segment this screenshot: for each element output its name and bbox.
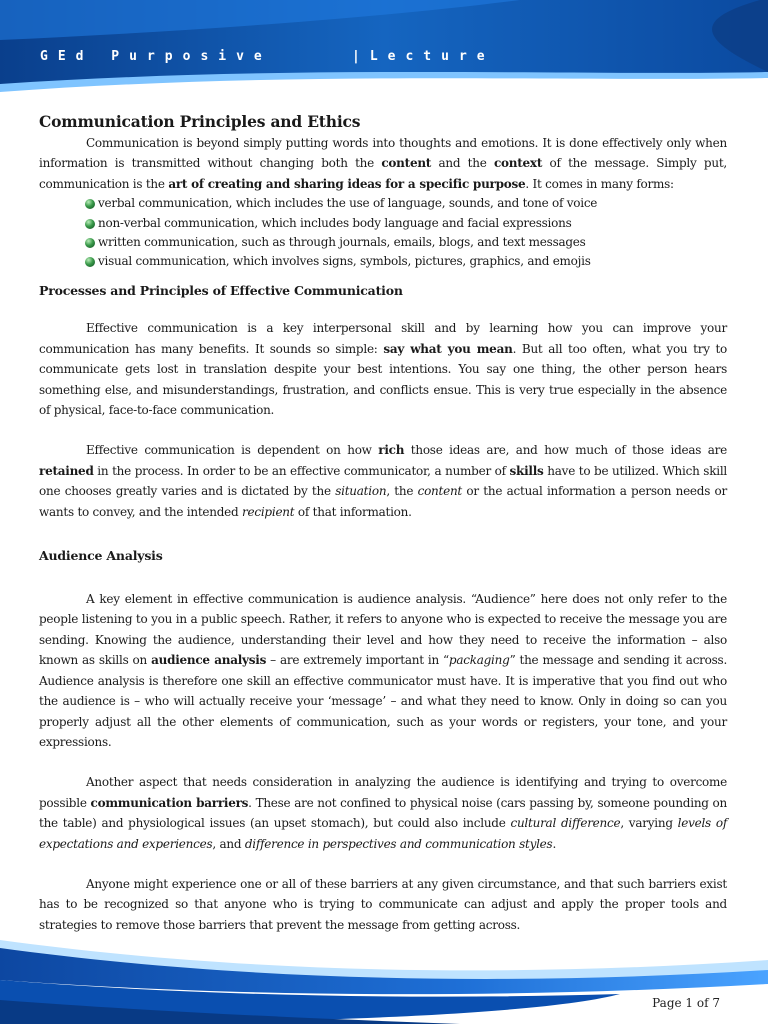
- processes-paragraph-1: Effective communication is a key interpersonal skill and by learning how you can improve your communication has many benefits. It sounds so simple: say what you mean. But all too often, what you try to communicate gets lost in translation despite your best intentions. You say one thing, the other person hears something else, and misunderstandings, frustration, and conflicts ensue. This is very true especially in the absence of physical, face-to-face communication.: [39, 321, 728, 418]
- green-sphere-bullet-icon: [85, 219, 95, 229]
- intro-paragraph: Communication is beyond simply putting words into thoughts and emotions. It is done effectively only when information is transmitted without changing both the content and the context of the message. Simply put, communication is the art of creating and sharing ideas for a specific purpose. It comes in many forms:: [39, 136, 727, 191]
- emphasis-context: context: [493, 156, 543, 171]
- green-sphere-bullet-icon: [85, 257, 95, 267]
- page-title: Communication Principles and Ethics: [39, 112, 361, 131]
- green-sphere-bullet-icon: [85, 199, 95, 209]
- emphasis-content: content: [381, 156, 432, 171]
- audience-paragraph-3: Anyone might experience one or all of these barriers at any given circumstance, and that such barriers exist has to be recognized so that anyone who is trying to communicate can adjust and apply the proper tools and strategies to remove those barriers that prevent the message from getting across.: [39, 876, 727, 932]
- list-item: written communication, such as through journals, emails, blogs, and text messages: [85, 233, 727, 252]
- list-item: non-verbal communication, which includes body language and facial expressions: [85, 214, 727, 233]
- section-heading-processes: Processes and Principles of Effective Communication: [39, 283, 403, 299]
- page-content: [39, 112, 727, 935]
- audience-paragraph-2: Another aspect that needs consideration in analyzing the audience is identifying and trying to overcome possible communication barriers. These are not confined to physical noise (cars passing by, someone pounding on the table) and physiological issues (an upset stomach), but could also include cultural difference, varying levels of expectations and experiences, and difference in perspectives and communication styles.: [39, 775, 728, 851]
- green-sphere-bullet-icon: [85, 238, 95, 248]
- header-course: GEd Purposive: [40, 49, 272, 64]
- processes-paragraph-2: Effective communication is dependent on how rich those ideas are, and how much of those ideas are retained in the process. In order to be an effective communicator, a number of skills have to be utilized. Which skill one chooses greatly varies and is dictated by the situation, the content or the actual information a person needs or wants to convey, and the intended recipient of that information.: [39, 443, 727, 519]
- list-item: verbal communication, which includes the use of language, sounds, and tone of voice: [85, 194, 727, 213]
- audience-paragraph-1: A key element in effective communication is audience analysis. “Audience” here does not only refer to the people listening to you in a public speech. Rather, it refers to anyone who is expected to receive the message you are sending. Knowing the audience, understanding their level and how they need to receive the information – also known as skills on audience analysis – are extremely important in “packaging” the message and sending it across. Audience analysis is therefore one skill an effective communicator must have. It is imperative that you find out who the audience is – who will actually receive your ‘message’ – and what they need to know. Only in doing so can you properly adjust all the other elements of communication, such as your words or registers, your tone, and your expressions.: [39, 592, 728, 749]
- page-number: Page 1 of 7: [652, 996, 720, 1010]
- forms-list: [39, 194, 727, 271]
- section-heading-audience: Audience Analysis: [39, 548, 163, 564]
- list-item: visual communication, which involves signs, symbols, pictures, graphics, and emojis: [85, 252, 727, 271]
- header-section: |Lecture: [352, 49, 495, 64]
- emphasis-art: art of creating and sharing ideas for a specific purpose: [168, 176, 526, 191]
